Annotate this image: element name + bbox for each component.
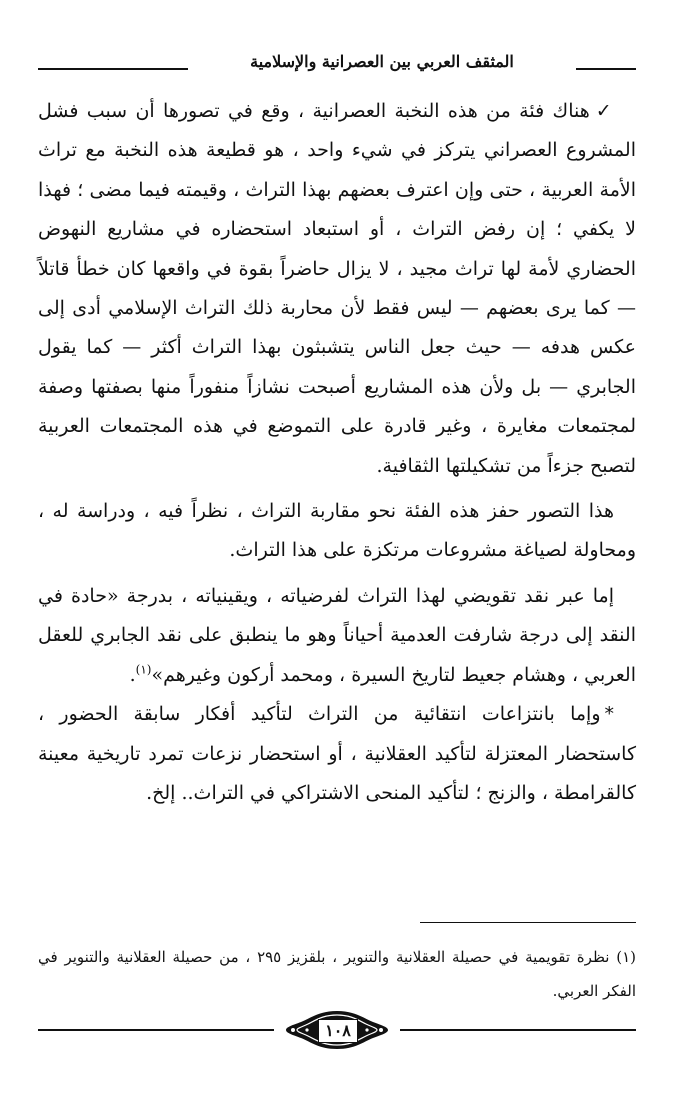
running-title: المثقف العربي بين العصرانية والإسلامية	[250, 52, 514, 71]
paragraph-4	[38, 695, 636, 813]
running-header	[38, 52, 636, 82]
footnote-separator	[420, 922, 636, 923]
paragraph-1-text: هناك فئة من هذه النخبة العصرانية ، وقع في تصورها أن سبب فشل المشروع العصراني يتركز في شيء واحد ، هو قطيعة هذه النخبة مع تراث الأمة العربية ، حتى وإن اعترف بعضهم بهذا التراث ، وقيمته فيما مضى ؛ فهذا لا يكفي ؛ إن رفض التراث ، أو استبعاد استحضاره في مشاريع النهوض الحضاري لأمة لها تراث مجيد ، لا يزال حاضراً بقوة في واقعها كان خطأ قاتلاً — كما يرى بعضهم — ليس فقط لأن محاربة ذلك التراث الإسلامي أدى إلى عكس هدفه — حيث جعل الناس يتشبثون بهذا التراث أكثر — كما يقول الجابري — بل ولأن هذه المشاريع أصبحت نشازاً منفوراً منها بصفتها وصفة لمجتمعات مغايرة ، وغير قادرة على التموضع في هذه المجتمعات العربية لتصبح جزءاً من تشكيلتها الثقافية.	[38, 100, 636, 477]
footnote-reference: (١)	[135, 662, 152, 677]
page-folio	[38, 1008, 636, 1052]
folio-rule-right	[400, 1029, 636, 1031]
header-rule-right	[576, 68, 636, 70]
paragraph-2: هذا التصور حفز هذه الفئة نحو مقاربة التراث ، نظراً فيه ، ودراسة له ، ومحاولة لصياغة مشروعات مرتكزة على هذا التراث.	[38, 500, 636, 562]
check-icon: ✓	[595, 100, 614, 122]
asterisk-icon: *	[604, 703, 614, 726]
paragraph-3-text: إما عبر نقد تقويضي لهذا التراث لفرضياته ، ويقينياته ، بدرجة «حادة في النقد إلى درجة شارفت العدمية أحياناً وهو ما ينطبق على نقد الجابري للعقل العربي ، وهشام جعيط لتاريخ السيرة ، ومحمد أركون وغيرهم»	[38, 584, 636, 686]
paragraph-3: إما عبر نقد تقويضي لهذا التراث لفرضياته ، ويقينياته ، بدرجة «حادة في النقد إلى درجة شارفت العدمية أحياناً وهو ما ينطبق على نقد الجابري للعقل العربي ، وهشام جعيط لتاريخ السيرة ، ومحمد أركون وغيرهم»$^{(١)}$.	[38, 584, 636, 686]
page-number: ١٠٨	[318, 1019, 358, 1043]
paragraph-4-text: وإما بانتزاعات انتقائية من التراث لتأكيد أفكار سابقة الحضور ، كاستحضار المعتزلة لتأكيد العقلانية ، أو استحضار نزعات تمرد تاريخية معينة كالقرامطة ، والزنج ؛ لتأكيد المنحى الاشتراكي في التراث.. إلخ.	[38, 703, 636, 804]
header-rule-left	[38, 68, 188, 70]
body-text	[38, 92, 636, 813]
footnote	[38, 940, 636, 1008]
paragraph-1	[38, 92, 636, 486]
footnote-text: (١) نظرة تقويمية في حصيلة العقلانية والتنوير ، بلقزيز ٢٩٥ ، من حصيلة العقلانية والتنوير في الفكر العربي.	[38, 948, 636, 1000]
folio-rule-left	[38, 1029, 274, 1031]
